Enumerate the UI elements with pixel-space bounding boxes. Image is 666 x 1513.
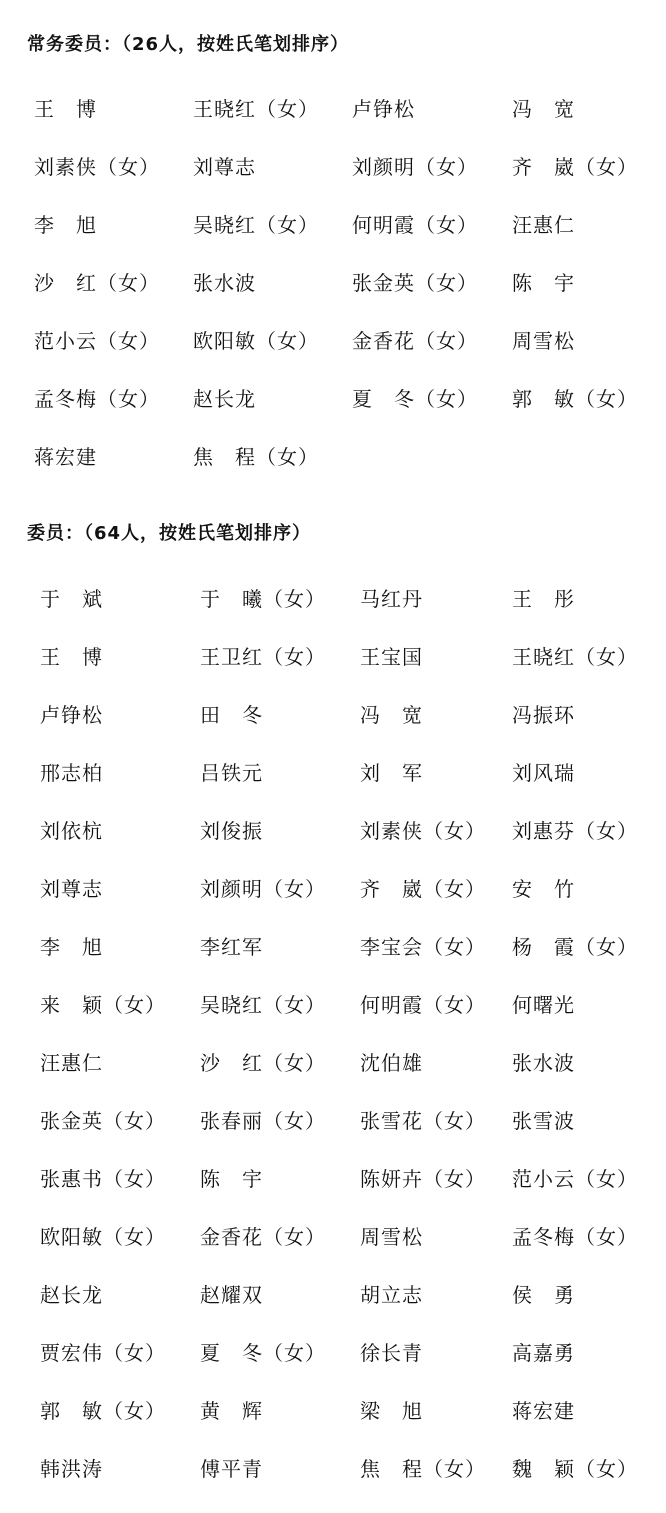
member-name: 于 斌 [40, 587, 103, 611]
standing-committee-heading: 常务委员：（26人，按姓氏笔划排序） [27, 34, 350, 55]
member-name: 刘素侠（女） [360, 819, 486, 843]
member-name: 刘尊志 [193, 155, 256, 179]
member-name: 来 颖（女） [40, 993, 166, 1017]
member-name: 高嘉勇 [512, 1341, 575, 1365]
member-name: 邢志柏 [40, 761, 103, 785]
committee-heading: 委员：（64人，按姓氏笔划排序） [27, 523, 312, 544]
member-name: 刘颜明（女） [352, 155, 478, 179]
member-name: 马红丹 [360, 587, 423, 611]
member-name: 齐 崴（女） [360, 877, 486, 901]
member-name: 刘尊志 [40, 877, 103, 901]
member-name: 赵长龙 [40, 1283, 103, 1307]
member-name: 何曙光 [512, 993, 575, 1017]
member-name: 蒋宏建 [512, 1399, 575, 1423]
member-name: 黄 辉 [200, 1399, 263, 1423]
member-name: 陈 宇 [512, 271, 575, 295]
member-name: 王宝国 [360, 645, 423, 669]
member-name: 夏 冬（女） [200, 1341, 326, 1365]
member-name: 王 彤 [512, 587, 575, 611]
member-name: 刘风瑞 [512, 761, 575, 785]
member-name: 贾宏伟（女） [40, 1341, 166, 1365]
member-name: 范小云（女） [512, 1167, 638, 1191]
member-name: 孟冬梅（女） [512, 1225, 638, 1249]
member-name: 何明霞（女） [360, 993, 486, 1017]
member-name: 欧阳敏（女） [193, 329, 319, 353]
member-name: 汪惠仁 [40, 1051, 103, 1075]
member-name: 范小云（女） [34, 329, 160, 353]
member-name: 刘颜明（女） [200, 877, 326, 901]
member-name: 胡立志 [360, 1283, 423, 1307]
member-name: 张春丽（女） [200, 1109, 326, 1133]
member-name: 周雪松 [512, 329, 575, 353]
member-name: 金香花（女） [200, 1225, 326, 1249]
member-name: 赵耀双 [200, 1283, 263, 1307]
member-name: 张水波 [512, 1051, 575, 1075]
member-name: 张水波 [193, 271, 256, 295]
member-name: 王 博 [40, 645, 103, 669]
member-name: 陈妍卉（女） [360, 1167, 486, 1191]
member-name: 郭 敏（女） [40, 1399, 166, 1423]
member-name: 金香花（女） [352, 329, 478, 353]
member-name: 何明霞（女） [352, 213, 478, 237]
member-name: 王 博 [34, 97, 97, 121]
member-name: 焦 程（女） [360, 1457, 486, 1481]
member-name: 侯 勇 [512, 1283, 575, 1307]
member-name: 冯振环 [512, 703, 575, 727]
member-name: 孟冬梅（女） [34, 387, 160, 411]
member-name: 吴晓红（女） [193, 213, 319, 237]
member-name: 齐 崴（女） [512, 155, 638, 179]
member-name: 欧阳敏（女） [40, 1225, 166, 1249]
member-name: 卢铮松 [40, 703, 103, 727]
member-name: 沙 红（女） [34, 271, 160, 295]
member-name: 杨 霞（女） [512, 935, 638, 959]
member-name: 周雪松 [360, 1225, 423, 1249]
member-name: 李 旭 [34, 213, 97, 237]
committee-list [40, 570, 662, 1498]
member-name: 刘依杭 [40, 819, 103, 843]
member-name: 汪惠仁 [512, 213, 575, 237]
member-name: 张金英（女） [40, 1109, 166, 1133]
member-name: 梁 旭 [360, 1399, 423, 1423]
member-name: 王卫红（女） [200, 645, 326, 669]
member-name: 张雪花（女） [360, 1109, 486, 1133]
member-name: 张惠书（女） [40, 1167, 166, 1191]
member-name: 徐长青 [360, 1341, 423, 1365]
member-name: 安 竹 [512, 877, 575, 901]
member-name: 韩洪涛 [40, 1457, 103, 1481]
member-name: 王晓红（女） [512, 645, 638, 669]
member-name: 于 曦（女） [200, 587, 326, 611]
member-name: 李宝会（女） [360, 935, 486, 959]
member-name: 沙 红（女） [200, 1051, 326, 1075]
member-name: 郭 敏（女） [512, 387, 638, 411]
member-name: 傅平青 [200, 1457, 263, 1481]
member-name: 刘惠芬（女） [512, 819, 638, 843]
member-name: 吕铁元 [200, 761, 263, 785]
member-name: 焦 程（女） [193, 445, 319, 469]
member-name: 沈伯雄 [360, 1051, 423, 1075]
standing-committee-list [34, 80, 662, 486]
member-name: 蒋宏建 [34, 445, 97, 469]
member-name: 张金英（女） [352, 271, 478, 295]
member-name: 冯 宽 [360, 703, 423, 727]
member-name: 卢铮松 [352, 97, 415, 121]
member-name: 赵长龙 [193, 387, 256, 411]
member-name: 张雪波 [512, 1109, 575, 1133]
member-name: 李 旭 [40, 935, 103, 959]
member-name: 魏 颖（女） [512, 1457, 638, 1481]
member-name: 冯 宽 [512, 97, 575, 121]
member-name: 田 冬 [200, 703, 263, 727]
member-name: 刘素侠（女） [34, 155, 160, 179]
member-name: 王晓红（女） [193, 97, 319, 121]
member-name: 李红军 [200, 935, 263, 959]
member-name: 陈 宇 [200, 1167, 263, 1191]
member-name: 夏 冬（女） [352, 387, 478, 411]
member-name: 刘俊振 [200, 819, 263, 843]
member-name: 刘 军 [360, 761, 423, 785]
member-name: 吴晓红（女） [200, 993, 326, 1017]
